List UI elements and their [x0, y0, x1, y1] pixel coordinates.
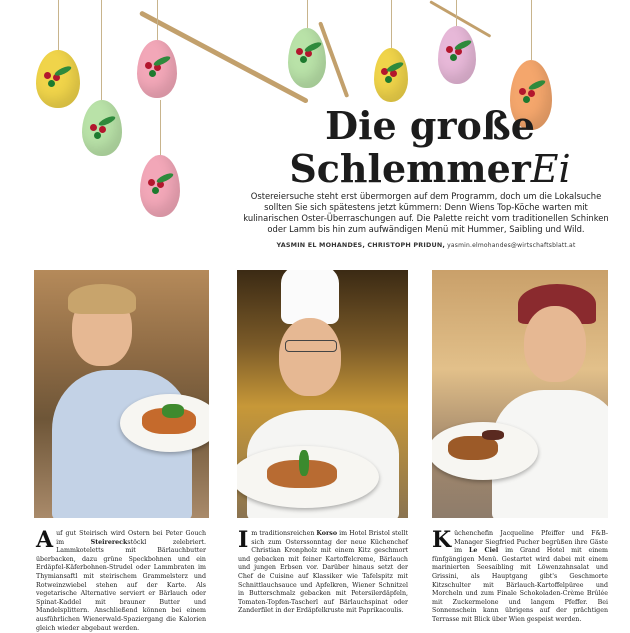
- egg-string: [58, 0, 59, 52]
- headline-line2: [230, 146, 630, 191]
- egg-string: [160, 100, 161, 156]
- article-column-le-ciel: Küchenchefin Jacqueline Pfeiffer und F&B-Manager Siegfried Pucher begrüßen ihre Gäste im Le Ciel im Grand Hotel mit einem fünfgängigen Menü. Gestartet wird dabei mit einem marinierten Seesaibling mit Löwenzahnsalat und Grissini, als Hauptgang gibt's Geschmorte Kitzschulter mit Bärlauch-Kartoffelpüree und Morcheln und zum Finale Schokoladen-Crème Brûlée mit Zuckermelone und langem Pfeffer. Bei Sonnenschein kann übrigens auf der prächtigen Terrasse mit Blick über Wien gespeist werden.: [432, 527, 608, 623]
- article-column-steirereck: Auf gut Steirisch wird Ostern bei Peter Gouch im Steirereckstöckl zelebriert. Lammkoteletts mit Bärlauchbutter überbacken, dazu grüne Speckbohnen und ein Erdäpfel-Käferbohnen-Strudel oder Lammbraten im Thymiansaftl mit steirischem Grammelsterz und Rotweinzwiebel stehen auf der Karte. Als vegetarische Alternative serviert er Bärlauch oder Spinat-Kaddel mit brauner Butter und Mandelsplittern. Anschließend können bei einem ausführlichen Wienerwald-Spaziergang die Kalorien gleich wieder abgebaut werden.: [36, 527, 206, 632]
- egg-string: [307, 0, 308, 28]
- easter-egg-icon: [140, 155, 180, 217]
- restaurant-name: Steirereck: [90, 538, 128, 546]
- drop-cap: I: [238, 527, 249, 553]
- restaurant-name: Korso: [316, 530, 338, 537]
- egg-string: [456, 0, 457, 26]
- egg-string: [101, 0, 102, 100]
- easter-egg-icon: [82, 100, 122, 156]
- byline: [236, 241, 616, 249]
- drop-cap: A: [36, 527, 54, 553]
- photo-chef-pfeiffer: [432, 270, 608, 518]
- headline-line1: Die große: [325, 103, 535, 148]
- photo-chef-gouch: [34, 270, 209, 518]
- egg-string: [531, 0, 532, 60]
- egg-string: [391, 0, 392, 48]
- byline-email: yasmin.elmohandes@wirtschaftsblatt.at: [447, 242, 576, 249]
- egg-string: [157, 0, 158, 40]
- lead-paragraph: Ostereiersuche steht erst übermorgen auf dem Programm, doch um die Lokalsuche sollten Sie sich spätestens jetzt kümmern: Denn Wiens Top-Köche warten mit kulinarischen Oster-Überraschungen auf. Die Palette reicht vom traditionellen Schinken oder Lamm bis hin zum aufwändigen Menü mit Hummer, Saibling und Wild.: [243, 191, 609, 234]
- byline-authors: YASMIN EL MOHANDES, CHRISTOPH PRIDUN,: [276, 241, 446, 249]
- easter-egg-icon: [374, 48, 408, 102]
- easter-egg-icon: [438, 26, 476, 84]
- easter-egg-icon: [137, 40, 177, 98]
- article-column-korso: Im traditionsreichen Korso im Hotel Bristol stellt sich zum Osterssonntag der neue Küchenchef Christian Kronpholz mit einem Kitz geschmort und gebacken mit feiner Kartoffelcreme, Bärlauch und jungen Erbsen vor. Darüber hinaus setzt der Chef de Cuisine auf Klassiker wie Tafelspitz mit Schnittlauchsauce und Apfelkren, Wiener Schnitzel in Butterschmalz gebacken mit Petersilerdäpfeln, Tomaten-Topfen-Tascherl auf Bärlauchspinat oder Zanderfilet in der Erdäpfelkruste mit Paprikacoulis.: [238, 527, 408, 615]
- headline-italic: Ei: [530, 147, 571, 191]
- easter-egg-icon: [288, 28, 326, 88]
- headline-main: Schlemmer: [289, 146, 531, 191]
- photo-chef-kronpholz: [237, 270, 408, 518]
- drop-cap: K: [432, 527, 452, 553]
- easter-egg-icon: [36, 50, 80, 108]
- restaurant-name: Le Ciel: [468, 547, 499, 555]
